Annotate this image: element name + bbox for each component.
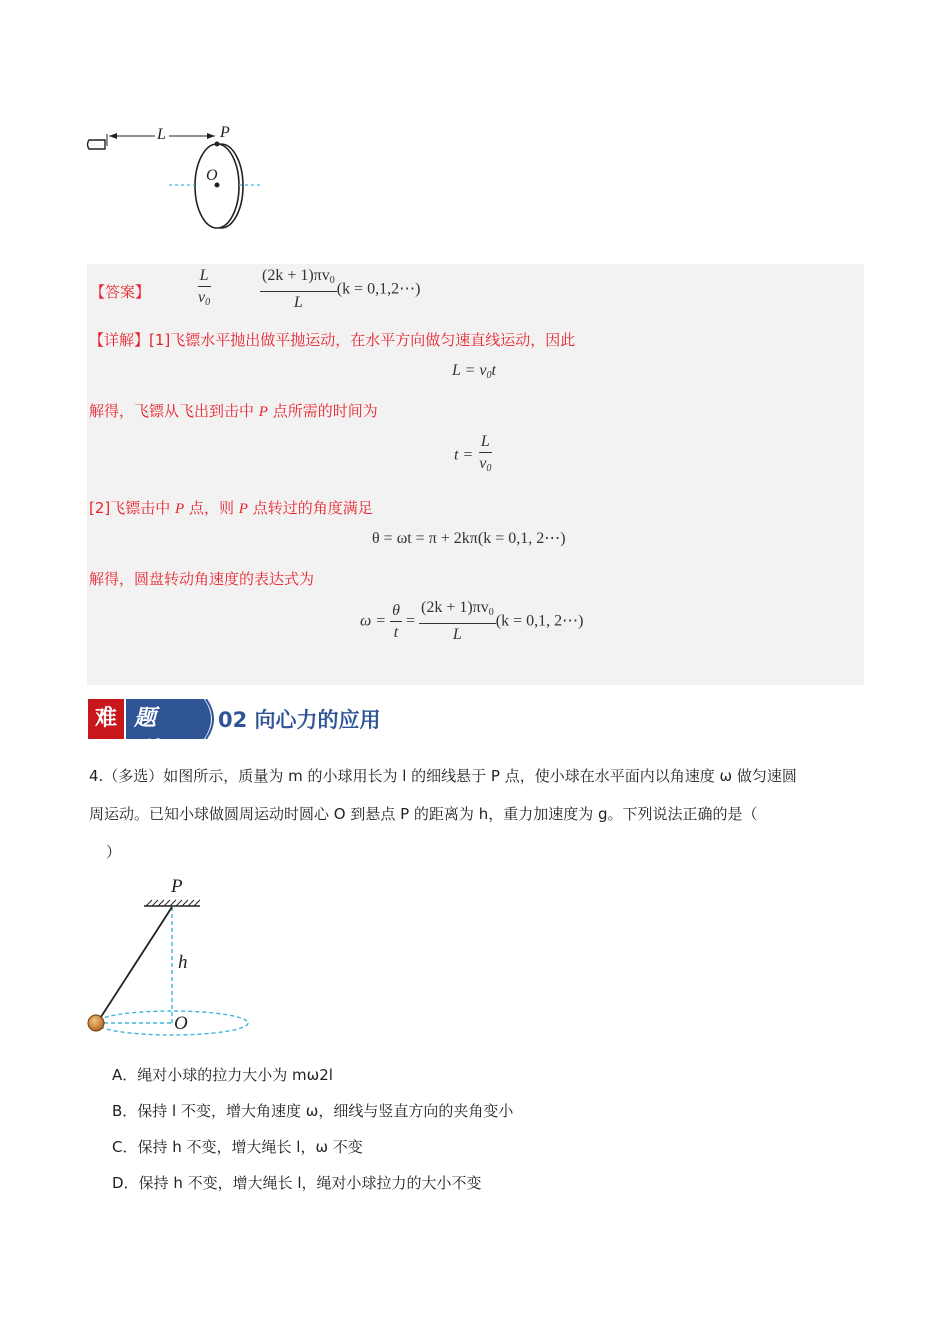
equation-1: $L = v_0t$ — [452, 362, 496, 381]
question-line-1: 4.（多选）如图所示，质量为 m 的小球用长为 l 的细线悬于 P 点，使小球在水平面内以角速度 ω 做匀速圆 — [89, 767, 797, 785]
string-line — [99, 907, 172, 1020]
difficulty-badge: 难 — [88, 699, 124, 739]
equation-4: ω = $\frac{\theta}{t}$ = $\frac{(2k + 1)\pi v_0}{L}$ (k = 0,1, 2⋯) — [360, 599, 584, 643]
detail-line-2: 解得，飞镖从飞出到击中 P 点所需的时间为 — [89, 402, 378, 420]
section-title: 02 向心力的应用 — [218, 708, 381, 732]
question-line-2: 周运动。已知小球做圆周运动时圆心 O 到悬点 P 的距离为 h，重力加速度为 g。下列说法正确的是（ — [89, 805, 758, 823]
detail-line-4: 解得，圆盘转动角速度的表达式为 — [89, 570, 315, 588]
dart-disk-diagram — [85, 122, 270, 234]
label-P: P — [220, 124, 230, 141]
detail-line-1: 【详解】[1]飞镖水平抛出做平抛运动，在水平方向做匀速直线运动，因此 — [89, 331, 576, 349]
answer-label: 【答案】 — [90, 283, 151, 301]
detail-line-3: [2]飞镖击中 P 点，则 P 点转过的角度满足 — [89, 499, 373, 517]
ball-icon — [88, 1015, 104, 1031]
equation-2: t = $\frac{L}{v_0}$ — [454, 433, 492, 474]
label-O: O — [206, 167, 218, 184]
pendulum-label-P: P — [171, 876, 183, 897]
option-b[interactable]: B．保持 l 不变，增大角速度 ω，细线与竖直方向的夹角变小 — [112, 1102, 514, 1120]
answer-2: $\frac{(2k + 1)\pi v_0}{L}$ (k = 0,1,2⋯) — [262, 267, 421, 311]
question-line-3: ） — [106, 843, 122, 861]
pendulum-label-O: O — [174, 1013, 188, 1034]
conical-pendulum-diagram — [84, 880, 254, 1040]
label-L: L — [157, 126, 166, 143]
type-tag-label: 题型 — [134, 706, 163, 763]
option-c[interactable]: C．保持 h 不变，增大绳长 l，ω 不变 — [112, 1138, 363, 1156]
dart-icon — [88, 140, 106, 149]
option-a[interactable]: A．绳对小球的拉力大小为 mω2l — [112, 1066, 333, 1084]
equation-3: θ = ωt = π + 2kπ(k = 0,1, 2⋯) — [372, 530, 566, 547]
option-d[interactable]: D．保持 h 不变，增大绳长 l，绳对小球拉力的大小不变 — [112, 1174, 482, 1192]
answer-1: $\frac{L}{v_0}$ — [198, 267, 211, 308]
pendulum-label-h: h — [178, 952, 188, 973]
